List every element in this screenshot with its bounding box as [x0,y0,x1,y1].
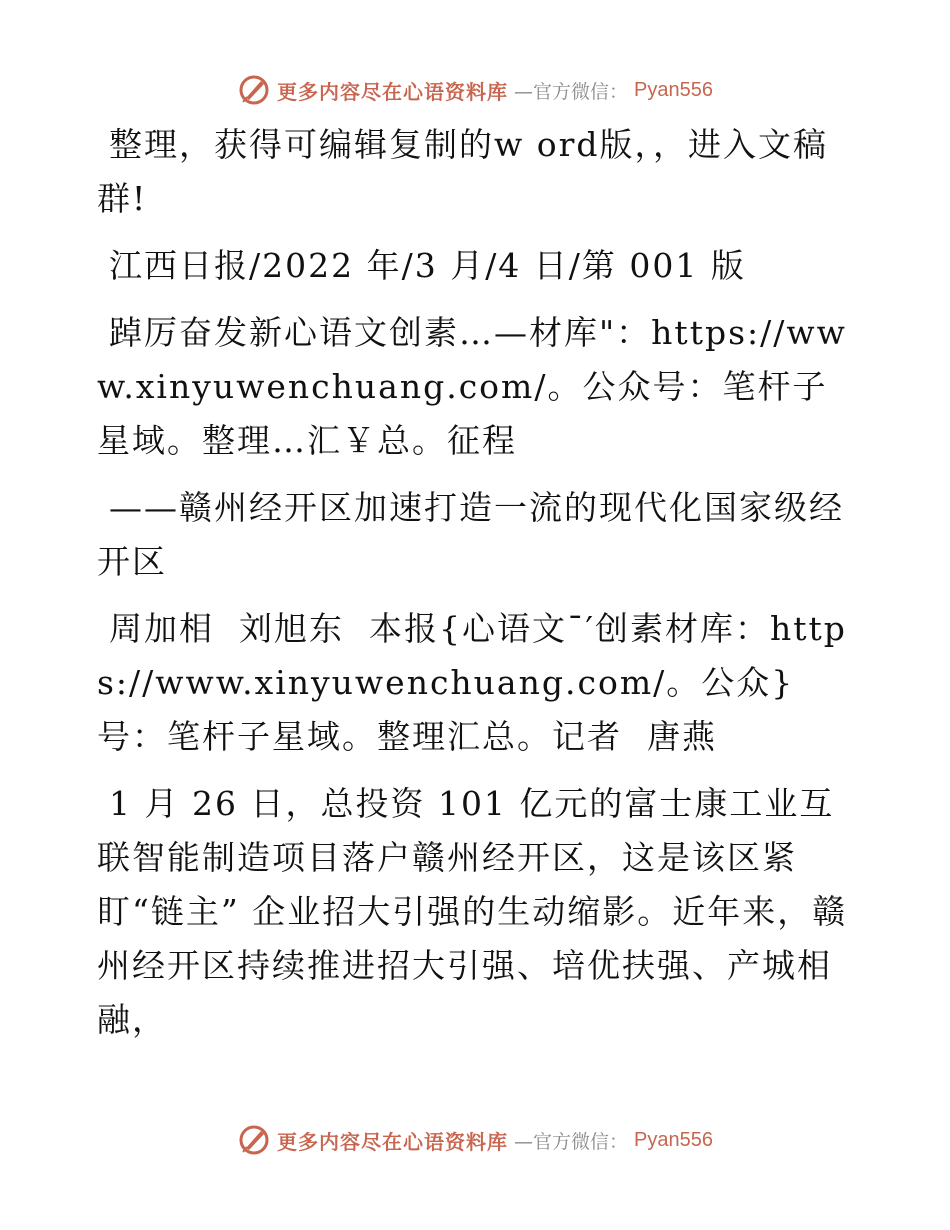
header-banner-wechat-id: Pyan556 [634,78,713,101]
paragraph-body: 1 月 26 日，总投资 101 亿元的富士康工业互联智能制造项目落户赣州经开区，这是该区紧盯“链主” 企业招大引强的生动缩影。近年来，赣州经开区持续推进招大引强、培优扶强、产城相融， [97,784,848,1039]
footer-banner-separator: —官方微信： [514,1130,629,1153]
paragraph-source-line: 江西日报/2022 年/3 月/4 日/第 001 版 [109,246,746,285]
quill-logo-icon [237,73,271,107]
quill-logo-icon [237,1123,271,1157]
header-watermark-banner [0,70,950,110]
paragraph-byline: 周加相 刘旭东 本报{心语文¯′创素材库：https://www.xinyuwenchuang.com/。公众}号：笔杆子星域。整理汇总。记者 唐燕 [97,609,847,756]
document-body [97,118,852,1060]
paragraph-intro: 整理，获得可编辑复制的w ord版，，进入文稿群! [97,125,829,218]
footer-banner-wechat-id: Pyan556 [634,1128,713,1151]
footer-watermark-banner [0,1120,950,1160]
paragraph-title: 踔厉奋发新心语文创素…—材库"：https://www.xinyuwenchuang.com/。公众号：笔杆子星域。整理…汇￥总。征程 [97,313,847,460]
header-banner-text: 更多内容尽在心语资料库 [277,79,508,104]
header-banner-separator: —官方微信： [514,80,629,103]
footer-banner-text: 更多内容尽在心语资料库 [277,1129,508,1154]
paragraph-subtitle: ——赣州经开区加速打造一流的现代化国家级经开区 [97,488,844,581]
